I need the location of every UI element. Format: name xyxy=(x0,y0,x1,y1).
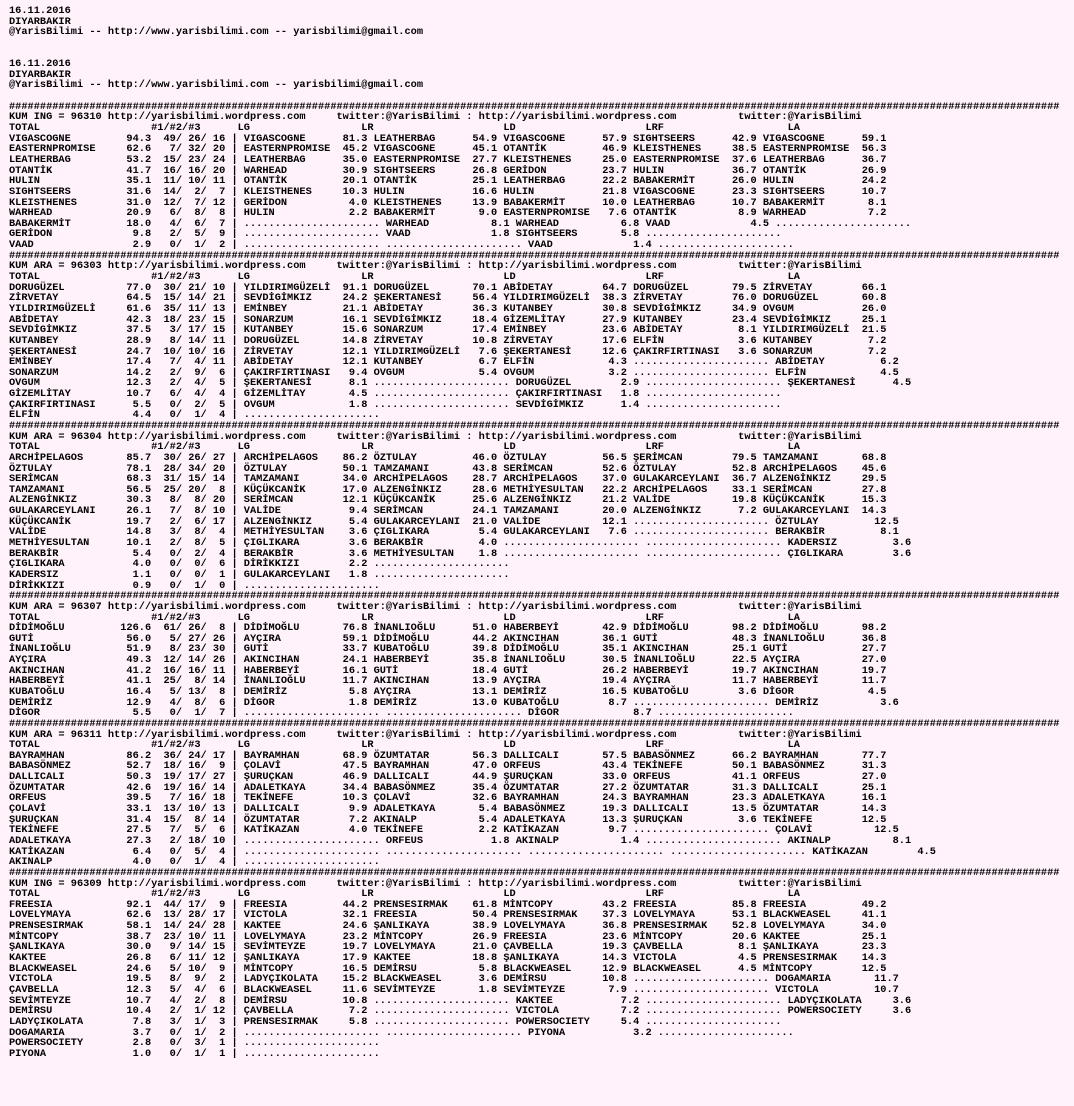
text-line: EASTERNPROMISE 62.6 7/ 32/ 20 | EASTERNPROMISE 45.2 VIGASCOGNE 45.1 OTANTİK 46.9 KLEISTHENES 38.5 EASTERNPROMISE 56.3 xyxy=(9,143,887,156)
text-line: DİDİMOĞLU 126.6 61/ 26/ 8 | DİDİMOĞLU 76.8 İNANLIOĞLU 51.0 HABERBEYİ 42.9 DİDİMOĞLU 98.2 DİDİMOĞLU 98.2 xyxy=(9,622,887,635)
text-line: KUTANBEY 28.9 8/ 14/ 11 | DORUGÜZEL 14.8 ZİRVETAY 10.8 ZİRVETAY 17.6 ELFİN 3.6 KUTANBEY 7.2 xyxy=(9,334,887,347)
text-line: POWERSOCIETY 2.8 0/ 3/ 1 | ...................... xyxy=(9,1037,380,1050)
text-line: HULIN 35.1 11/ 10/ 11 | OTANTİK 20.1 OTANTİK 25.1 LEATHERBAG 22.2 BABAKERMİT 26.0 HULIN 24.2 xyxy=(9,175,887,188)
text-line: ÇIGLIKARA 4.0 0/ 0/ 6 | DİRİKKIZI 2.2 ...................... xyxy=(9,558,510,571)
text-line: ELFİN 4.4 0/ 1/ 4 | ...................... xyxy=(9,409,380,422)
text-line: BABASÖNMEZ 52.7 18/ 16/ 9 | ÇOLAVİ 47.5 BAYRAMHAN 47.0 ORFEUS 43.4 TEKİNEFE 50.1 BABASÖNMEZ 31.3 xyxy=(9,760,887,773)
separator-line: ########################################################################################################################################################################## xyxy=(9,419,1060,432)
text-line: ÇAKIRFIRTINASI 5.5 0/ 2/ 5 | OVGUM 1.8 ...................... SEVDİGİMKIZ 1.4 ...................... xyxy=(9,398,782,411)
text-line: AYÇIRA 49.3 12/ 14/ 26 | AKINCIHAN 24.1 HABERBEYİ 35.8 İNANLIOĞLU 30.5 İNANLIOĞLU 22.5 AYÇIRA 27.0 xyxy=(9,654,887,667)
separator-line: ########################################################################################################################################################################## xyxy=(9,590,1060,603)
text-line: YILDIRIMGÜZELİ 61.6 35/ 11/ 13 | EMİNBEY 21.1 ABİDETAY 36.3 KUTANBEY 30.8 SEVDİGİMKIZ 34.9 OVGUM 26.0 xyxy=(9,302,887,315)
text-line: GULAKARCEYLANI 26.1 7/ 8/ 10 | VALİDE 9.4 SERİMCAN 24.1 TAMZAMANI 20.0 ALZENGİNKIZ 7.2 GULAKARCEYLANI 14.3 xyxy=(9,505,887,518)
text-line: LADYÇIKOLATA 7.8 3/ 1/ 3 | PRENSESIRMAK 5.8 ...................... POWERSOCIETY 5.4 ...................... xyxy=(9,1015,782,1028)
text-line: DOGAMARIA 3.7 0/ 1/ 2 | ...................... ...................... PIYONA 3.2 ...................... xyxy=(9,1026,794,1039)
text-line: DORUGÜZEL 77.0 30/ 21/ 10 | YILDIRIMGÜZELİ 91.1 DORUGÜZEL 70.1 ABİDETAY 64.7 DORUGÜZEL 79.5 ZİRVETAY 66.1 xyxy=(9,281,887,294)
text-line xyxy=(9,49,1074,60)
separator-line: ########################################################################################################################################################################## xyxy=(9,866,1060,879)
separator-line: ########################################################################################################################################################################## xyxy=(9,100,1060,113)
text-line: LOVELYMAYA 62.6 13/ 28/ 17 | VICTOLA 32.1 FREESIA 50.4 PRENSESIRMAK 37.3 LOVELYMAYA 53.1 BLACKWEASEL 41.1 xyxy=(9,909,887,922)
text-line: DIYARBAKIR xyxy=(9,68,71,81)
text-line: DEMİRİZ 12.9 4/ 8/ 6 | DİGOR 1.8 DEMİRİZ 13.0 KUBATOĞLU 8.7 ...................... DEMİRİZ 3.6 xyxy=(9,696,899,709)
text-line: TOTAL #1/#2/#3 LG LR LD LRF LA xyxy=(9,441,800,454)
text-line: EMİNBEY 17.4 7/ 4/ 11 | ABİDETAY 12.1 KUTANBEY 6.7 ELFİN 4.3 ...................... ABİDETAY 6.2 xyxy=(9,356,899,369)
text-line: VIGASCOGNE 94.3 49/ 26/ 16 | VIGASCOGNE 81.3 LEATHERBAG 54.9 VIGASCOGNE 57.9 SIGHTSEERS 42.9 VIGASCOGNE 59.1 xyxy=(9,132,887,145)
text-line: KUM ING = 96309 http://yarisbilimi.wordpress.com twitter:@YarisBilimi : http://yarisbilimi.wordpress.com twitter:@YarisBilimi xyxy=(9,877,862,890)
text-line: LEATHERBAG 53.2 15/ 23/ 24 | LEATHERBAG 35.0 EASTERNPROMISE 27.7 KLEISTHENES 25.0 EASTERNPROMISE 37.6 LEATHERBAG 36.7 xyxy=(9,153,887,166)
text-line: GİZEMLİTAY 10.7 6/ 4/ 4 | GİZEMLİTAY 4.5 ...................... ÇAKIRFIRTINASI 1.8 ...................... xyxy=(9,388,782,401)
text-line: OVGUM 12.3 2/ 4/ 5 | ŞEKERTANESİ 8.1 ...................... DORUGÜZEL 2.9 ...................... ŞEKERTANESİ 4.5 xyxy=(9,377,912,390)
text-line: VICTOLA 19.5 8/ 9/ 2 | LADYÇIKOLATA 15.2 BLACKWEASEL 3.6 DEMİRSU 10.8 ...................... DOGAMARIA 11.7 xyxy=(9,973,899,986)
text-line: ÇAVBELLA 12.3 5/ 4/ 6 | BLACKWEASEL 11.6 SEVİMTEYZE 1.8 SEVİMTEYZE 7.9 ...................... VICTOLA 10.7 xyxy=(9,983,899,996)
text-line: WARHEAD 20.9 6/ 8/ 8 | HULIN 2.2 BABAKERMİT 9.0 EASTERNPROMISE 7.6 OTANTİK 8.9 WARHEAD 7.2 xyxy=(9,207,887,220)
text-line: @YarisBilimi -- http://www.yarisbilimi.com -- yarisbilimi@gmail.com xyxy=(9,26,424,39)
text-line: TOTAL #1/#2/#3 LG LR LD LRF LA xyxy=(9,271,800,284)
text-line: AKINALP 4.0 0/ 1/ 4 | ...................... xyxy=(9,856,380,869)
text-line: BABAKERMİT 18.0 4/ 6/ 7 | ...................... WARHEAD 8.1 WARHEAD 6.8 VAAD 4.5 ...................... xyxy=(9,217,912,230)
text-line: DİGOR 5.5 0/ 1/ 7 | ...................... ...................... DİGOR 8.7 ...................... xyxy=(9,707,794,720)
text-line: FREESIA 92.1 44/ 17/ 9 | FREESIA 44.2 PRENSESIRMAK 61.8 MİNTCOPY 43.2 FREESIA 85.8 FREESIA 49.2 xyxy=(9,898,887,911)
text-line: DIYARBAKIR xyxy=(9,15,71,28)
text-line: TAMZAMANI 56.5 25/ 20/ 8 | KÜÇÜKCANİK 17.0 ALZENGİNKIZ 28.6 METHİYESULTAN 22.2 ARCHİPELAGOS 33.1 SERİMCAN 27.8 xyxy=(9,483,887,496)
text-line: SEVDİGİMKIZ 37.5 3/ 17/ 15 | KUTANBEY 15.6 SONARZUM 17.4 EMİNBEY 23.6 ABİDETAY 8.1 YILDIRIMGÜZELİ 21.5 xyxy=(9,324,887,337)
text-line: SONARZUM 14.2 2/ 9/ 6 | ÇAKIRFIRTINASI 9.4 OVGUM 5.4 OVGUM 3.2 ...................... ELFİN 4.5 xyxy=(9,366,899,379)
text-line: DİRİKKIZI 0.9 0/ 1/ 0 | ...................... xyxy=(9,579,380,592)
text-line: TOTAL #1/#2/#3 LG LR LD LRF LA xyxy=(9,122,800,135)
text-line: PRENSESIRMAK 58.1 14/ 24/ 28 | KAKTEE 24.6 ŞANLIKAYA 38.9 LOVELYMAYA 36.8 PRENSESIRMAK 52.8 LOVELYMAYA 34.0 xyxy=(9,920,887,933)
text-line: KUBATOĞLU 16.4 5/ 13/ 8 | DEMİRİZ 5.8 AYÇIRA 13.1 DEMİRİZ 16.5 KUBATOĞLU 3.6 DİGOR 4.5 xyxy=(9,686,887,698)
text-line: TOTAL #1/#2/#3 LG LR LD LRF LA xyxy=(9,888,800,901)
text-line: ŞANLIKAYA 30.0 9/ 14/ 15 | SEVİMTEYZE 19.7 LOVELYMAYA 21.0 ÇAVBELLA 19.3 ÇAVBELLA 8.1 ŞANLIKAYA 23.3 xyxy=(9,941,887,954)
text-line: KUM ARA = 96307 http://yarisbilimi.wordpress.com twitter:@YarisBilimi : http://yarisbilimi.wordpress.com twitter:@YarisBilimi xyxy=(9,600,862,613)
text-line: ADALETKAYA 27.3 2/ 18/ 10 | ...................... ORFEUS 1.8 AKINALP 1.4 ...................... AKINALP 8.1 xyxy=(9,834,912,847)
text-line: ZİRVETAY 64.5 15/ 14/ 21 | SEVDİGİMKIZ 24.2 ŞEKERTANESİ 56.4 YILDIRIMGÜZELİ 38.3 ZİRVETAY 76.0 DORUGÜZEL 60.8 xyxy=(9,292,887,305)
text-line: 16.11.2016 xyxy=(9,58,71,71)
text-line: SEVİMTEYZE 10.7 4/ 2/ 8 | DEMİRSU 10.8 ...................... KAKTEE 7.2 ...................... LADYÇIKOLATA 3.6 xyxy=(9,994,912,1007)
text-line: İNANLIOĞLU 51.9 8/ 23/ 30 | GUTİ 33.7 KUBATOĞLU 39.8 DİDİMOĞLU 35.1 AKINCIHAN 25.1 GUTİ 27.7 xyxy=(9,643,887,656)
text-line: KATİKAZAN 6.4 0/ 5/ 4 | ...................... ...................... ...................... ...................... KATİKAZAN 4.5 xyxy=(9,845,936,858)
text-line: GERİDON 9.8 2/ 5/ 9 | ...................... VAAD 1.8 SIGHTSEERS 5.8 ...................... xyxy=(9,228,782,241)
text-line: KÜÇÜKCANİK 19.7 2/ 6/ 17 | ALZENGİNKIZ 5.4 GULAKARCEYLANI 21.0 VALİDE 12.1 ...................... ÖZTULAY 12.5 xyxy=(9,515,899,528)
text-line: METHİYESULTAN 10.1 2/ 8/ 5 | ÇIGLIKARA 3.6 BERAKBİR 4.0 ...................... ...................... KADERSIZ 3.6 xyxy=(9,537,912,550)
text-line: KLEISTHENES 31.0 12/ 7/ 12 | GERİDON 4.0 KLEISTHENES 13.9 BABAKERMİT 10.0 LEATHERBAG 10.7 BABAKERMİT 8.1 xyxy=(9,196,887,209)
separator-line: ########################################################################################################################################################################## xyxy=(9,249,1060,262)
text-line: OTANTİK 41.7 16/ 16/ 20 | WARHEAD 30.9 SIGHTSEERS 26.8 GERİDON 23.7 HULIN 36.7 OTANTİK 26.9 xyxy=(9,164,887,177)
text-line: MİNTCOPY 38.7 23/ 10/ 11 | LOVELYMAYA 23.2 MİNTCOPY 26.9 FREESIA 23.6 MİNTCOPY 20.6 KAKTEE 25.1 xyxy=(9,930,887,943)
text-line: DALLICALI 50.3 19/ 17/ 27 | ŞURUÇKAN 46.9 DALLICALI 44.9 ŞURUÇKAN 33.0 ORFEUS 41.1 ORFEUS 27.0 xyxy=(9,771,887,784)
text-line: KADERSIZ 1.1 0/ 0/ 1 | GULAKARCEYLANI 1.8 ...................... xyxy=(9,568,510,581)
text-line: BLACKWEASEL 24.6 5/ 10/ 9 | MİNTCOPY 16.5 DEMİRSU 5.8 BLACKWEASEL 12.9 BLACKWEASEL 4.5 MİNTCOPY 12.5 xyxy=(9,962,887,975)
text-line: ŞURUÇKAN 31.4 15/ 8/ 14 | ÖZUMTATAR 7.2 AKINALP 5.4 ADALETKAYA 13.3 ŞURUÇKAN 3.6 TEKİNEFE 12.5 xyxy=(9,813,887,826)
text-line: TOTAL #1/#2/#3 LG LR LD LRF LA xyxy=(9,611,800,624)
text-line: DEMİRSU 10.4 2/ 1/ 12 | ÇAVBELLA 7.2 ...................... VICTOLA 7.2 ...................... POWERSOCIETY 3.6 xyxy=(9,1005,912,1018)
text-line: TOTAL #1/#2/#3 LG LR LD LRF LA xyxy=(9,739,800,752)
text-line: HABERBEYİ 41.1 25/ 8/ 14 | İNANLIOĞLU 11.7 AKINCIHAN 13.9 AYÇIRA 19.4 AYÇIRA 11.7 HABERBEYİ 11.7 xyxy=(9,675,887,688)
text-line: ALZENGİNKIZ 30.3 8/ 8/ 20 | SERİMCAN 12.1 KÜÇÜKCANİK 25.6 ALZENGİNKIZ 21.2 VALİDE 19.8 KÜÇÜKCANİK 15.3 xyxy=(9,494,887,507)
text-line: ÖZUMTATAR 42.6 19/ 16/ 14 | ADALETKAYA 34.4 BABASÖNMEZ 35.4 ÖZUMTATAR 27.2 ÖZUMTATAR 31.3 DALLICALI 25.1 xyxy=(9,781,887,794)
text-line: SIGHTSEERS 31.6 14/ 2/ 7 | KLEISTHENES 10.3 HULIN 16.6 HULIN 21.8 VIGASCOGNE 23.3 SIGHTSEERS 10.7 xyxy=(9,185,887,198)
text-line: PIYONA 1.0 0/ 1/ 1 | ...................... xyxy=(9,1047,380,1060)
text-line: AKINCIHAN 41.2 16/ 16/ 11 | HABERBEYİ 16.1 GUTİ 18.4 GUTİ 26.2 HABERBEYİ 19.7 AKINCIHAN 19.7 xyxy=(9,664,887,677)
text-line: GUTİ 56.0 5/ 27/ 26 | AYÇIRA 59.1 DİDİMOĞLU 44.2 AKINCIHAN 36.1 GUTİ 48.3 İNANLIOĞLU 36.8 xyxy=(9,632,887,645)
text-line: ÖZTULAY 78.1 28/ 34/ 20 | ÖZTULAY 50.1 TAMZAMANI 43.8 SERİMCAN 52.6 ÖZTULAY 52.8 ARCHİPELAGOS 45.6 xyxy=(9,462,887,475)
text-line: KUM ARA = 96303 http://yarisbilimi.wordpress.com twitter:@YarisBilimi : http://yarisbilimi.wordpress.com twitter:@YarisBilimi xyxy=(9,260,862,273)
text-line: ÇOLAVİ 33.1 13/ 10/ 13 | DALLICALI 9.9 ADALETKAYA 5.4 BABASÖNMEZ 19.3 DALLICALI 13.5 ÖZUMTATAR 14.3 xyxy=(9,803,887,816)
text-line xyxy=(9,38,1074,49)
text-line: BERAKBİR 5.4 0/ 2/ 4 | BERAKBİR 3.6 METHİYESULTAN 1.8 ...................... ...................... ÇIGLIKARA 3.6 xyxy=(9,547,912,560)
text-line: ABİDETAY 42.3 18/ 23/ 15 | SONARZUM 16.1 SEVDİGİMKIZ 18.4 GİZEMLİTAY 27.9 KUTANBEY 23.4 SEVDİGİMKIZ 25.1 xyxy=(9,313,887,326)
text-line: ORFEUS 39.5 7/ 16/ 18 | TEKİNEFE 10.3 ÇOLAVİ 32.6 BAYRAMHAN 24.3 BAYRAMHAN 23.3 ADALETKAYA 16.1 xyxy=(9,792,887,805)
text-line: VALİDE 14.8 3/ 8/ 4 | METHİYESULTAN 3.6 ÇIGLIKARA 5.4 GULAKARCEYLANI 7.6 ...................... BERAKBİR 8.1 xyxy=(9,526,899,539)
text-line: KUM ARA = 96311 http://yarisbilimi.wordpress.com twitter:@YarisBilimi : http://yarisbilimi.wordpress.com twitter:@YarisBilimi xyxy=(9,728,862,741)
text-line: 16.11.2016 xyxy=(9,5,71,17)
text-line: KAKTEE 26.8 6/ 11/ 12 | ŞANLIKAYA 17.9 KAKTEE 18.8 ŞANLIKAYA 14.3 VICTOLA 4.5 PRENSESIRMAK 14.3 xyxy=(9,952,887,965)
separator-line: ########################################################################################################################################################################## xyxy=(9,717,1060,730)
text-line: KUM ING = 96310 http://yarisbilimi.wordpress.com twitter:@YarisBilimi : http://yarisbilimi.wordpress.com twitter:@YarisBilimi xyxy=(9,111,862,124)
text-line: @YarisBilimi -- http://www.yarisbilimi.com -- yarisbilimi@gmail.com xyxy=(9,79,424,92)
text-line: VAAD 2.9 0/ 1/ 2 | ...................... ...................... VAAD 1.4 ...................... xyxy=(9,239,794,252)
text-line: KUM ARA = 96304 http://yarisbilimi.wordpress.com twitter:@YarisBilimi : http://yarisbilimi.wordpress.com twitter:@YarisBilimi xyxy=(9,430,862,443)
text-line: ARCHİPELAGOS 85.7 30/ 26/ 27 | ARCHİPELAGOS 86.2 ÖZTULAY 46.0 ÖZTULAY 56.5 ŞERİMCAN 79.5 TAMZAMANI 68.8 xyxy=(9,451,887,464)
text-line: TEKİNEFE 27.5 7/ 5/ 6 | KATİKAZAN 4.0 TEKİNEFE 2.2 KATİKAZAN 9.7 ...................... ÇOLAVİ 12.5 xyxy=(9,824,899,837)
text-line: ŞEKERTANESİ 24.7 10/ 10/ 16 | ZİRVETAY 12.1 YILDIRIMGÜZELİ 7.6 ŞEKERTANESİ 12.6 ÇAKIRFIRTINASI 3.6 SONARZUM 7.2 xyxy=(9,345,887,358)
text-line: BAYRAMHAN 86.2 36/ 24/ 17 | BAYRAMHAN 68.9 ÖZUMTATAR 56.3 DALLICALI 57.5 BABASÖNMEZ 66.2 BAYRAMHAN 77.7 xyxy=(9,749,887,762)
text-line: SERİMCAN 68.3 31/ 15/ 14 | TAMZAMANI 34.0 ARCHİPELAGOS 28.7 ARCHİPELAGOS 37.0 GULAKARCEYLANI 36.7 ALZENGİNKIZ 29.5 xyxy=(9,473,887,486)
